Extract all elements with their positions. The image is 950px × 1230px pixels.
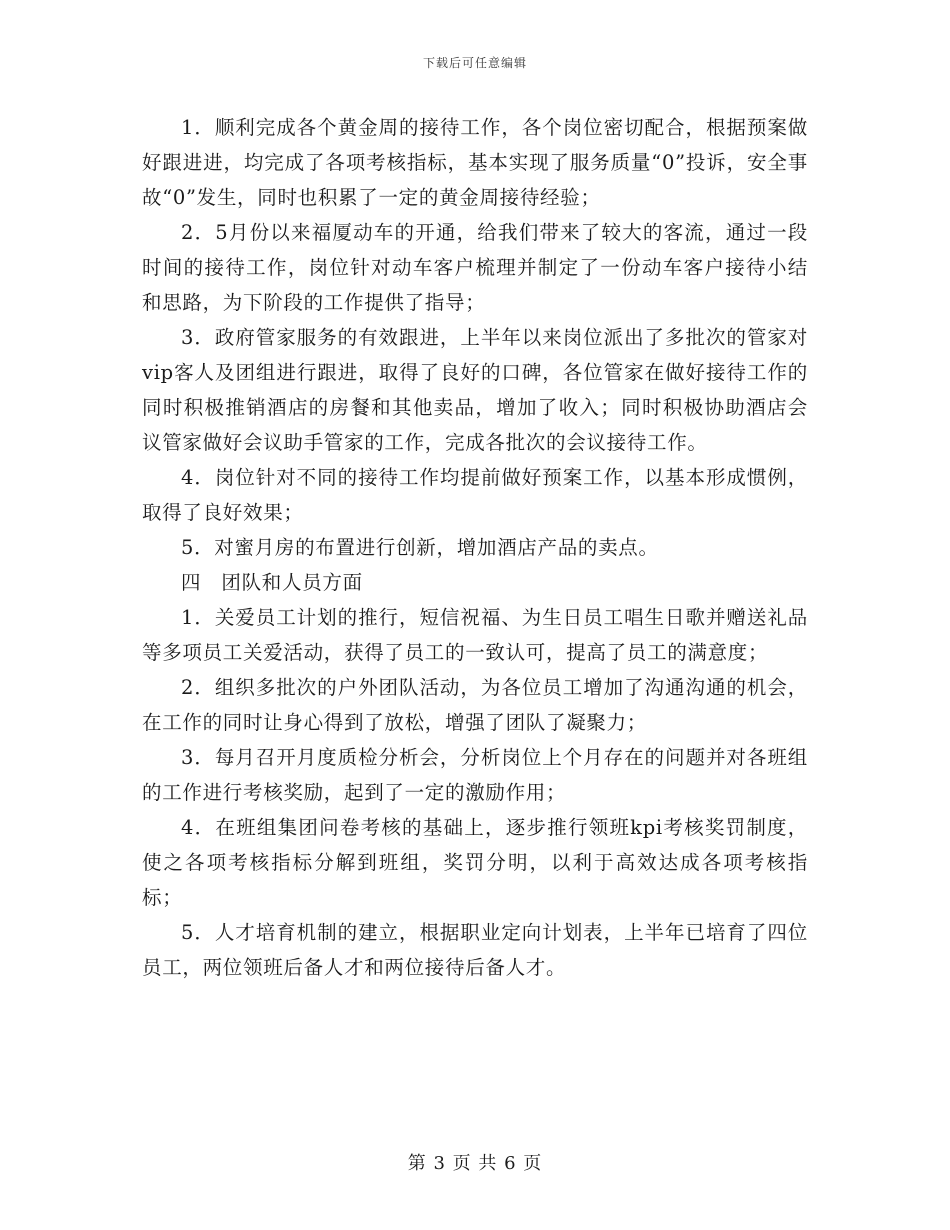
paragraph-6: 1．关爱员工计划的推行，短信祝福、为生日员工唱生日歌并赠送礼品等多项员工关爱活动，获得了员工的一致认可，提高了员工的满意度； — [142, 606, 808, 664]
paragraph-3: 3．政府管家服务的有效跟进，上半年以来岗位派出了多批次的管家对vip客人及团组进行跟进，取得了良好的口碑，各位管家在做好接待工作的同时积极推销酒店的房餐和其他卖品，增加了收入；同时积极协助酒店会议管家做好会议助手管家的工作，完成各批次的会议接待工作。 — [142, 326, 808, 454]
header-note: 下载后可任意编辑 — [422, 56, 527, 70]
paragraph-4: 4．岗位针对不同的接待工作均提前做好预案工作，以基本形成惯例，取得了良好效果； — [142, 466, 808, 524]
section-heading: 四 团队和人员方面 — [181, 571, 363, 594]
paragraph-9: 4．在班组集团问卷考核的基础上，逐步推行领班kpi考核奖罚制度，使之各项考核指标分解到班组，奖罚分明，以利于高效达成各项考核指标； — [142, 816, 808, 909]
paragraph-5: 5．对蜜月房的布置进行创新，增加酒店产品的卖点。 — [181, 536, 659, 559]
document-body — [142, 110, 808, 985]
paragraph-1: 1．顺利完成各个黄金周的接待工作，各个岗位密切配合，根据预案做好跟进进，均完成了各项考核指标，基本实现了服务质量“0”投诉，安全事故“0”发生，同时也积累了一定的黄金周接待经验； — [142, 116, 808, 209]
page-number: 第 3 页 共 6 页 — [407, 1153, 543, 1174]
paragraph-2: 2．5月份以来福厦动车的开通，给我们带来了较大的客流，通过一段时间的接待工作，岗位针对动车客户梳理并制定了一份动车客户接待小结和思路，为下阶段的工作提供了指导； — [142, 221, 808, 314]
paragraph-7: 2．组织多批次的户外团队活动，为各位员工增加了沟通沟通的机会，在工作的同时让身心得到了放松，增强了团队了凝聚力； — [142, 676, 808, 734]
paragraph-10: 5．人才培育机制的建立，根据职业定向计划表，上半年已培育了四位员工，两位领班后备人才和两位接待后备人才。 — [142, 921, 808, 979]
paragraph-8: 3．每月召开月度质检分析会，分析岗位上个月存在的问题并对各班组的工作进行考核奖励，起到了一定的激励作用； — [142, 746, 808, 804]
